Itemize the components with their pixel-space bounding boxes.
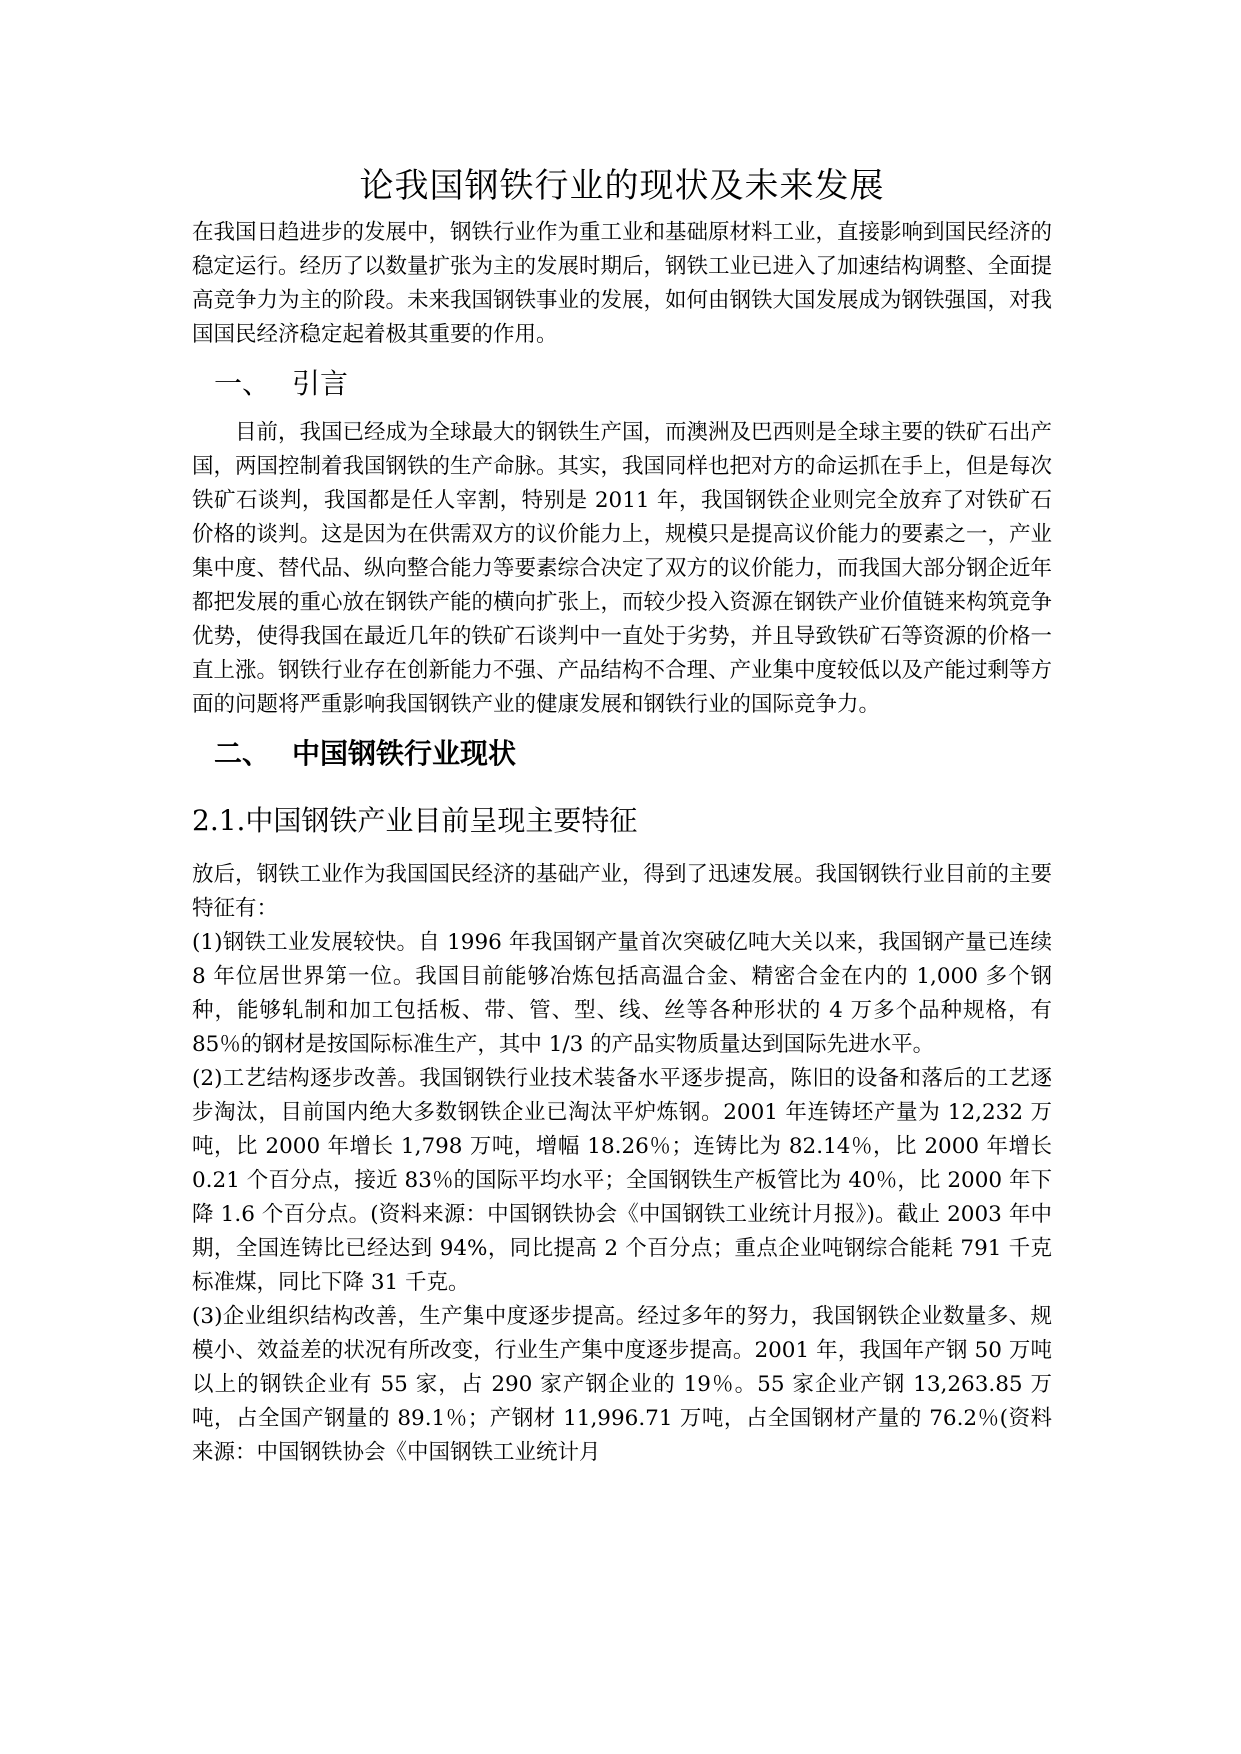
section-2-number: 二、 <box>214 737 271 770</box>
subsection-2-1-title: 2.1.中国钢铁产业目前呈现主要特征 <box>192 804 638 837</box>
section-1-heading <box>214 362 1052 406</box>
section-2-title: 中国钢铁行业现状 <box>292 737 517 770</box>
section-1-paragraph: 目前，我国已经成为全球最大的钢铁生产国，而澳洲及巴西则是全球主要的铁矿石出产国，两国控制着我国钢铁的生产命脉。其实，我国同样也把对方的命运抓在手上，但是每次铁矿石谈判，我国都是任人宰割，特别是 2011 年，我国钢铁企业则完全放弃了对铁矿石价格的谈判。这是因为在供需双方的议价能力上，规模只是提高议价能力的要素之一，产业集中度、替代品、纵向整合能力等要素综合决定了双方的议价能力，而我国大部分钢企近年都把发展的重心放在钢铁产能的横向扩张上，而较少投入资源在钢铁产业价值链来构筑竞争优势，使得我国在最近几年的铁矿石谈判中一直处于劣势，并且导致铁矿石等资源的价格一直上涨。钢铁行业存在创新能力不强、产品结构不合理、产业集中度较低以及产能过剩等方面的问题将严重影响我国钢铁产业的健康发展和钢铁行业的国际竞争力。 <box>192 420 1053 717</box>
document-title: 论我国钢铁行业的现状及未来发展 <box>359 166 885 206</box>
subsection-intro-paragraph: 放后，钢铁工业作为我国国民经济的基础产业，得到了迅速发展。我国钢铁行业目前的主要特征有： <box>192 862 1053 921</box>
section-2-heading <box>214 732 1052 776</box>
feature-item-1: (1)钢铁工业发展较快。自 1996 年我国钢产量首次突破亿吨大关以来，我国钢产量已连续 8 年位居世界第一位。我国目前能够冶炼包括高温合金、精密合金在内的 1,000 多个钢种，能够轧制和加工包括板、带、管、型、线、丝等各种形状的 4 万多个品种规格，有 85％的钢材是按国际标准生产，其中 1/3 的产品实物质量达到国际先进水平。 <box>192 930 1052 1057</box>
feature-item-3: (3)企业组织结构改善，生产集中度逐步提高。经过多年的努力，我国钢铁企业数量多、规模小、效益差的状况有所改变，行业生产集中度逐步提高。2001 年，我国年产钢 50 万吨以上的钢铁企业有 55 家，占 290 家产钢企业的 19％。55 家企业产钢 13,263.85 万吨，占全国产钢量的 89.1％；产钢材 11,996.71 万吨，占全国钢材产量的 76.2％(资料来源：中国钢铁协会《中国钢铁工业统计月 <box>192 1304 1052 1465</box>
section-1-title: 引言 <box>292 367 349 400</box>
abstract-paragraph: 在我国日趋进步的发展中，钢铁行业作为重工业和基础原材料工业，直接影响到国民经济的稳定运行。经历了以数量扩张为主的发展时期后，钢铁工业已进入了加速结构调整、全面提高竞争力为主的阶段。未来我国钢铁事业的发展，如何由钢铁大国发展成为钢铁强国，对我国国民经济稳定起着极其重要的作用。 <box>192 220 1053 347</box>
document-page <box>192 158 1052 1470</box>
feature-item-2: (2)工艺结构逐步改善。我国钢铁行业技术装备水平逐步提高，陈旧的设备和落后的工艺逐步淘汰，目前国内绝大多数钢铁企业已淘汰平炉炼钢。2001 年连铸坯产量为 12,232 万吨，比 2000 年增长 1,798 万吨，增幅 18.26％；连铸比为 82.14％，比 2000 年增长 0.21 个百分点，接近 83％的国际平均水平；全国钢铁生产板管比为 40％，比 2000 年下降 1.6 个百分点。(资料来源：中国钢铁协会《中国钢铁工业统计月报》)。截止 2003 年中期，全国连铸比已经达到 94%，同比提高 2 个百分点；重点企业吨钢综合能耗 791 千克标准煤，同比下降 31 千克。 <box>192 1066 1052 1295</box>
section-1-number: 一、 <box>214 367 271 400</box>
